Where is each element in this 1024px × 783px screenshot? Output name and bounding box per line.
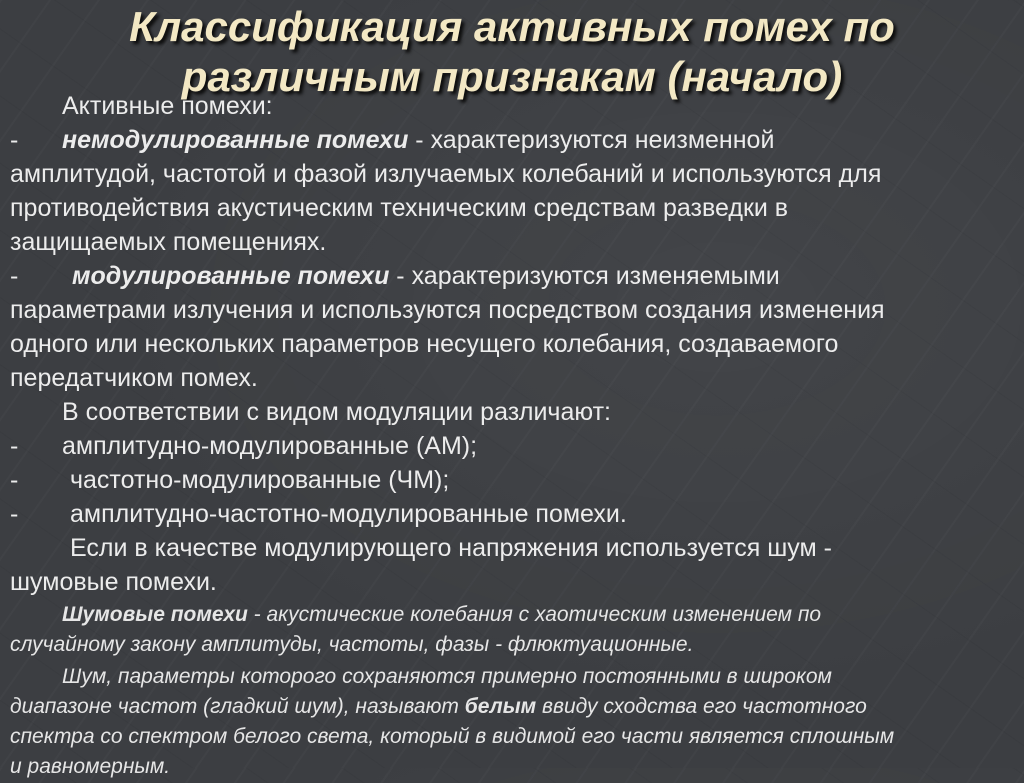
text-line: спектра со спектром белого света, который в видимой его части является сплошным	[10, 725, 895, 748]
term-white: белым	[464, 695, 537, 718]
term-modulated: модулированные помехи	[72, 262, 390, 290]
text-line: передатчиком помех.	[10, 364, 258, 392]
list-dash: -	[10, 262, 19, 290]
text-line: шумовые помехи.	[10, 568, 217, 596]
text-line: защищаемых помещениях.	[10, 228, 327, 256]
text-line: Шум, параметры которого сохраняются примерно постоянными в широком	[62, 665, 832, 688]
text-line: и равномерным.	[10, 755, 171, 778]
text-line: Если в качестве модулирующего напряжения используется шум -	[70, 534, 832, 562]
slide-title-line-1: Классификация активных помех по	[129, 3, 895, 50]
text-line: одного или нескольких параметров несущего колебания, создаваемого	[10, 330, 839, 358]
list-item-amfm: - амплитудно-частотно-модулированные помехи.	[10, 500, 627, 528]
white-noise-line: диапазоне частот (гладкий шум), называют белым ввиду сходства его частотного	[10, 695, 867, 718]
text-line: противодействия акустическим техническим средствам разведки в	[10, 194, 789, 222]
text-line: случайному закону амплитуды, частоты, фазы - флюктуационные.	[10, 633, 694, 656]
modulation-intro: В соответствии с видом модуляции различают:	[62, 398, 611, 426]
list-item-unmodulated: - немодулированные помехи - характеризуются неизменной	[10, 126, 775, 154]
list-item-fm: - частотно-модулированные (ЧМ);	[10, 466, 450, 494]
list-dash: -	[10, 432, 19, 460]
section-heading: Активные помехи:	[62, 92, 273, 120]
text-line: амплитудой, частотой и фазой излучаемых колебаний и используются для	[10, 160, 882, 188]
list-dash: -	[10, 126, 19, 154]
term-unmodulated: немодулированные помехи	[62, 126, 409, 154]
noise-definition: Шумовые помехи - акустические колебания с хаотическим изменением по	[62, 603, 822, 626]
list-dash: -	[10, 500, 19, 528]
term-noise: Шумовые помехи	[62, 603, 248, 626]
list-dash: -	[10, 466, 19, 494]
list-item-am: - амплитудно-модулированные (АМ);	[10, 432, 478, 460]
text-line: параметрами излучения и используются посредством создания изменения	[10, 296, 885, 324]
slide-title	[0, 2, 1024, 102]
list-item-modulated: - модулированные помехи - характеризуются изменяемыми	[10, 262, 780, 290]
slide-title-line-2: различным признакам (начало)	[181, 53, 843, 100]
